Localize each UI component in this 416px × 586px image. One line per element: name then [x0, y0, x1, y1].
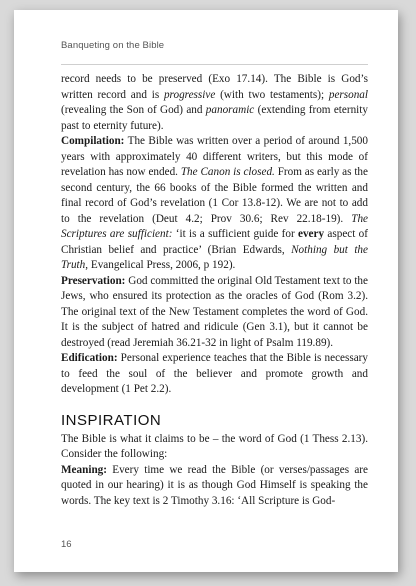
header-rule — [61, 64, 368, 65]
paragraph-preservation: Preservation: God committed the original Old Testament text to the Jews, who ensured its protection as the oracles of God (Rom 3.2). The original text of the New Testament completes the word of God. It is the subject of hatred and ridicule (Gen 3.1), but it cannot be destroyed (read Jeremiah 36.21-32 in light of Psalm 119.89). — [61, 274, 368, 349]
compilation-label: Compilation: — [61, 135, 125, 147]
page-number: 16 — [61, 539, 72, 550]
paragraph-record: record needs to be preserved (Exo 17.14). The Bible is God’s written record and is progressive (with two testaments); personal (revealing the Son of God) and panoramic (extending from eternity past to eternity future). — [61, 73, 368, 132]
edification-label: Edification: — [61, 352, 118, 364]
paragraph-meaning: Meaning: Every time we read the Bible (or verses/passages are quoted in our hearing) it is as though God Himself is speaking the words. The key text is 2 Timothy 3.16: ‘All Scripture is God- — [61, 463, 368, 507]
section-heading-inspiration: INSPIRATION — [61, 411, 162, 429]
body-text — [61, 72, 368, 509]
paragraph-compilation: Compilation: The Bible was written over a period of around 1,500 years with approximately 40 different writers, but this mode of revelation has now ended. The Canon is closed. From as early as the second century, the 66 books of the Bible formed the written and final record of God’s revelation (1 Cor 13.8-12). We are not to add to the revelation (Deut 4.2; Prov 30.6; Rev 22.18-19). The Scriptures are sufficient: ‘it is a sufficient guide for every aspect of Christian belief and practice’ (Brian Edwards, Nothing but the Truth, Evangelical Press, 2006, p 192). — [61, 135, 368, 271]
preservation-label: Preservation: — [61, 274, 126, 287]
paragraph-inspiration-intro: The Bible is what it claims to be – the word of God (1 Thess 2.13). Consider the following: — [61, 432, 368, 460]
meaning-label: Meaning: — [61, 463, 107, 476]
book-page — [14, 10, 398, 572]
paragraph-edification: Edification: Personal experience teaches that the Bible is necessary to feed the soul of the believer and promote growth and development (1 Pet 2.2). — [61, 352, 368, 395]
running-head: Banqueting on the Bible — [61, 40, 165, 51]
